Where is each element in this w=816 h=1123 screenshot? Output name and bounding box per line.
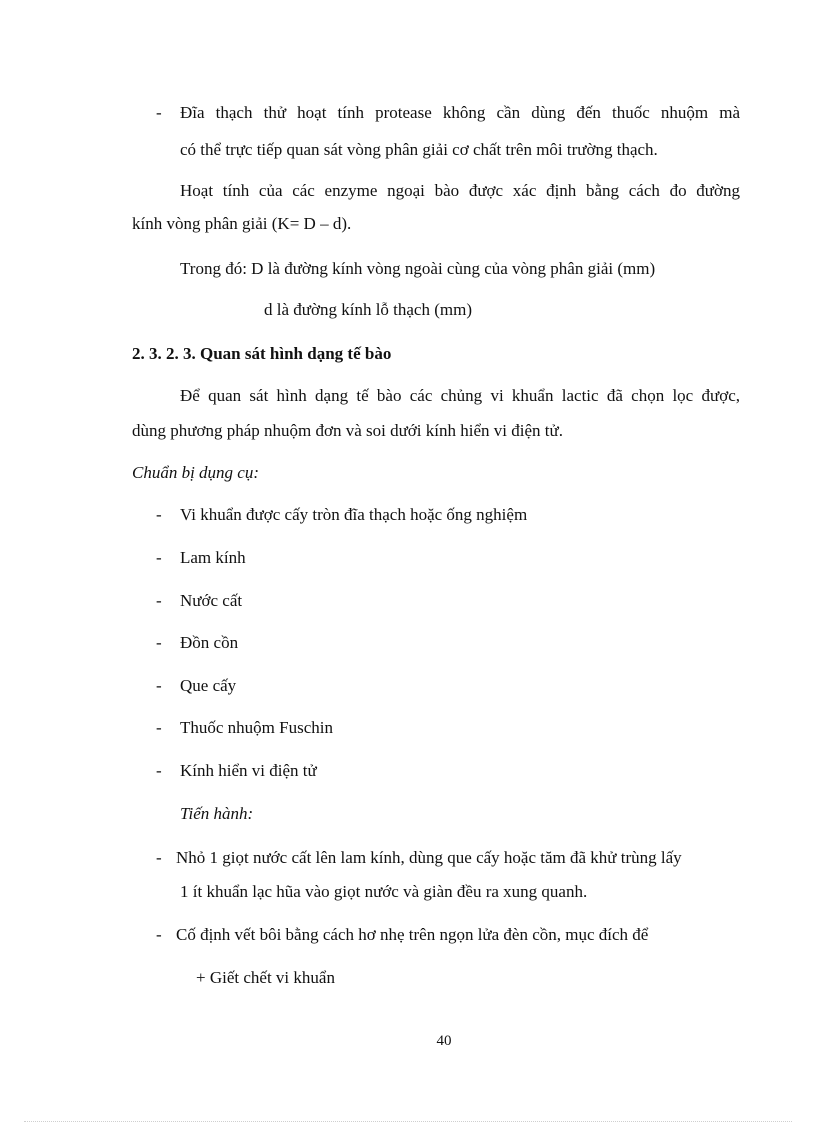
section-heading: 2. 3. 2. 3. Quan sát hình dạng tế bào — [132, 344, 392, 363]
subsection-title: Chuẩn bị dụng cụ: — [132, 463, 260, 482]
page-bottom-divider — [24, 1121, 792, 1122]
list-item: Đồn cồn — [180, 633, 239, 652]
definition-line: Trong đó: D là đường kính vòng ngoài cùng của vòng phân giải (mm) — [180, 259, 656, 278]
bullet-dash: - — [156, 848, 162, 867]
definition-line: d là đường kính lỗ thạch (mm) — [264, 300, 473, 319]
bullet-dash: - — [156, 591, 162, 610]
bullet-dash: - — [156, 505, 162, 524]
paragraph-line: kính vòng phân giải (K= D – d). — [132, 214, 352, 233]
bullet-dash: - — [156, 718, 162, 737]
list-item: Lam kính — [180, 548, 246, 567]
paragraph-line: Để quan sát hình dạng tế bào các chủng vi khuẩn lactic đã chọn lọc được, — [180, 386, 740, 405]
procedure-step: Cố định vết bôi bằng cách hơ nhẹ trên ngọn lửa đèn cồn, mục đích để — [176, 925, 649, 944]
list-item: Thuốc nhuộm Fuschin — [180, 718, 333, 737]
paragraph-line: Hoạt tính của các enzyme ngoại bào được xác định bằng cách đo đường — [180, 181, 740, 200]
list-item: Nước cất — [180, 591, 243, 610]
list-item: Que cấy — [180, 676, 237, 695]
subsection-title: Tiến hành: — [180, 804, 254, 823]
paragraph-line: dùng phương pháp nhuộm đơn và soi dưới kính hiển vi điện tử. — [132, 421, 563, 440]
bullet-dash: - — [156, 925, 162, 944]
bullet-dash: - — [156, 103, 162, 122]
bullet-dash: - — [156, 633, 162, 652]
list-item: Vi khuẩn được cấy tròn đĩa thạch hoặc ống nghiệm — [180, 505, 528, 524]
procedure-step: 1 ít khuẩn lạc hũa vào giọt nước và giàn đều ra xung quanh. — [180, 882, 588, 901]
bullet-dash: - — [156, 676, 162, 695]
sub-item: + Giết chết vi khuẩn — [196, 968, 335, 987]
paragraph-line: Đĩa thạch thử hoạt tính protease không cần dùng đến thuốc nhuộm mà — [180, 103, 740, 122]
page-number: 40 — [436, 1033, 452, 1049]
bullet-dash: - — [156, 761, 162, 780]
bullet-dash: - — [156, 548, 162, 567]
list-item: Kính hiển vi điện tử — [180, 761, 317, 780]
procedure-step: Nhỏ 1 giọt nước cất lên lam kính, dùng que cấy hoặc tăm đã khử trùng lấy — [176, 848, 682, 867]
paragraph-line: có thể trực tiếp quan sát vòng phân giải cơ chất trên môi trường thạch. — [180, 140, 658, 159]
